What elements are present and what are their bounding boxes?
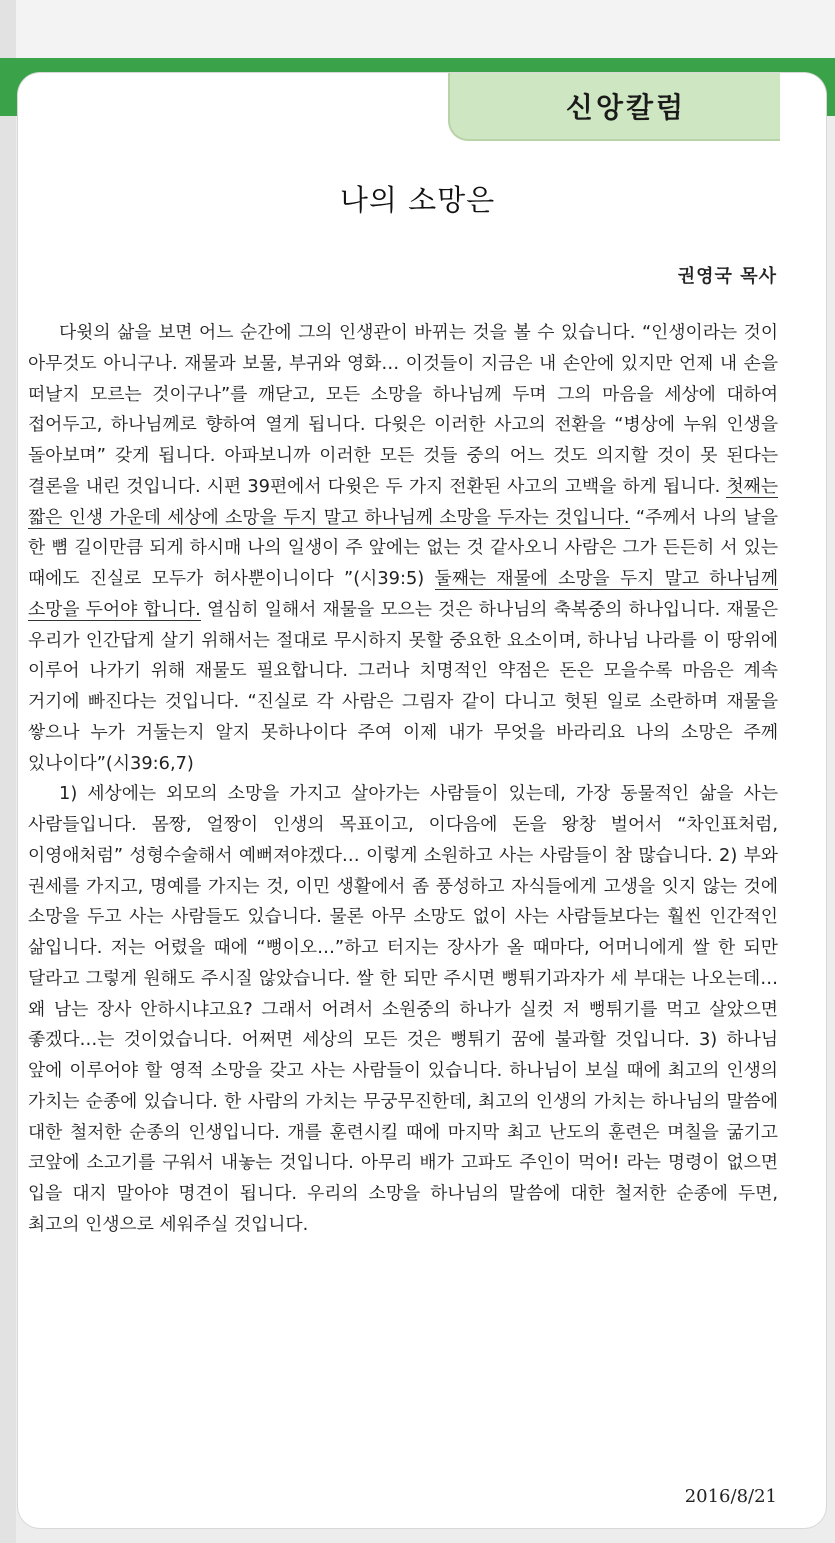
paragraph-2: 1) 세상에는 외모의 소망을 가지고 살아가는 사람들이 있는데, 가장 동물적인 삶을 사는 사람들입니다. 몸짱, 얼짱이 인생의 목표이고, 이다음에 돈을 왕창 벌어서 “차인표처럼, 이영애처럼” 성형수술해서 예뻐져야겠다… 이렇게 소원하고 사는 사람들이 참 많습니다. 2) 부와 권세를 가지고, 명예를 가지는 것, 이민 생활에서 좀 풍성하고 자식들에게 고생을 잇지 않는 것에 소망을 두고 사는 사람들도 있습니다. 물론 아무 소망도 없이 사는 사람들보다는 훨씬 인간적인 삶입니다. 저는 어렸을 때에 “뻥이오…”하고 터지는 장사가 올 때마다, 어머니에게 쌀 한 되만 달라고 그렇게 원해도 주시질 않았습니다. 쌀 한 되만 주시면 뻥튀기과자가 세 부대는 나오는데…왜 남는 장사 안하시냐고요? 그래서 어려서 소원중의 하나가 실컷 저 뻥튀기를 먹고 살았으면 좋겠다…는 것이었습니다. 어쩌면 세상의 모든 것은 뻥튀기 꿈에 불과할 것입니다. 3) 하나님 앞에 이루어야 할 영적 소망을 갖고 사는 사람들이 있습니다. 하나님이 보실 때에 최고의 인생의 가치는 순종에 있습니다. 한 사람의 가치는 무궁무진한데, 최고의 인생의 가치는 하나님의 말씀에 대한 철저한 순종의 인생입니다. 개를 훈련시킬 때에 마지막 최고 난도의 훈련은 며칠을 굶기고 코앞에 소고기를 구워서 내놓는 것입니다. 아무리 배가 고파도 주인이 먹어! 라는 명령이 없으면 입을 대지 말아야 명견이 됩니다. 우리의 소망을 하나님의 말씀에 대한 철저한 순종에 두면, 최고의 인생으로 세워주실 것입니다.: [28, 783, 778, 1235]
article-title: 나의 소망은: [339, 183, 496, 217]
section-label: 신앙칼럼: [565, 91, 687, 124]
scan-left-edge: [0, 0, 16, 1543]
scan-top-margin: [0, 0, 835, 64]
article-author: 권영국 목사: [677, 266, 777, 287]
paragraph-1-text-b: “주께서 나의 날을 한 뼘 길이만큼 되게 하시매 나의 일생이 주 앞에는 없는 것 같사오니 사람은 그가 든든히 서 있는 때에도 진실로 모두가 허사뿐이니이다 ”(시39:5): [28, 506, 778, 589]
article-body: [28, 318, 778, 1241]
underlined-point-first: 첫째는 짧은 인생 가운데 세상에 소망을 두지 말고 하나님께 소망을 두자는 것입니다.: [28, 475, 778, 528]
underlined-point-second: 둘째는 재물에 소망을 두지 말고 하나님께 소망을 두어야 합니다.: [28, 568, 779, 620]
paragraph-1-text-c: 열심히 일해서 재물을 모으는 것은 하나님의 축복중의 하나입니다. 재물은 우리가 인간답게 살기 위해서는 절대로 무시하지 못할 중요한 요소이며, 하나님 나라를 이 땅위에 이루어 나가기 위해 재물도 필요합니다. 그러나 치명적인 약점은 돈은 모을수록 마음은 계속 거기에 빠진다는 것입니다. “진실로 각 사람은 그림자 같이 다니고 헛된 일로 소란하며 재물을 쌓으나 누가 거둘는지 알지 못하나이다 주여 이제 내가 무엇을 바라리요 나의 소망은 주께 있나이다”(시39:6,7): [28, 598, 779, 774]
paragraph-1: [28, 318, 778, 779]
article-date: 2016/8/21: [684, 1486, 777, 1507]
paragraph-1-text-a: 다윗의 삶을 보면 어느 순간에 그의 인생관이 바뀌는 것을 볼 수 있습니다. “인생이라는 것이 아무것도 아니구나. 재물과 보물, 부귀와 영화… 이것들이 지금은 내 손안에 있지만 언제 내 손을 떠날지 모르는 것이구나”를 깨닫고, 모든 소망을 하나님께 두며 그의 마음을 세상에 대하여 접어두고, 하나님께로 향하여 열게 됩니다. 다윗은 이러한 사고의 전환을 “병상에 누워 인생을 돌아보며” 갖게 됩니다. 아파보니까 이러한 모든 것들 중의 어느 것도 의지할 것이 못 된다는 결론을 내린 것입니다. 시편 39편에서 다윗은 두 가지 전환된 사고의 고백을 하게 됩니다.: [28, 322, 778, 497]
section-tab: [448, 73, 780, 141]
